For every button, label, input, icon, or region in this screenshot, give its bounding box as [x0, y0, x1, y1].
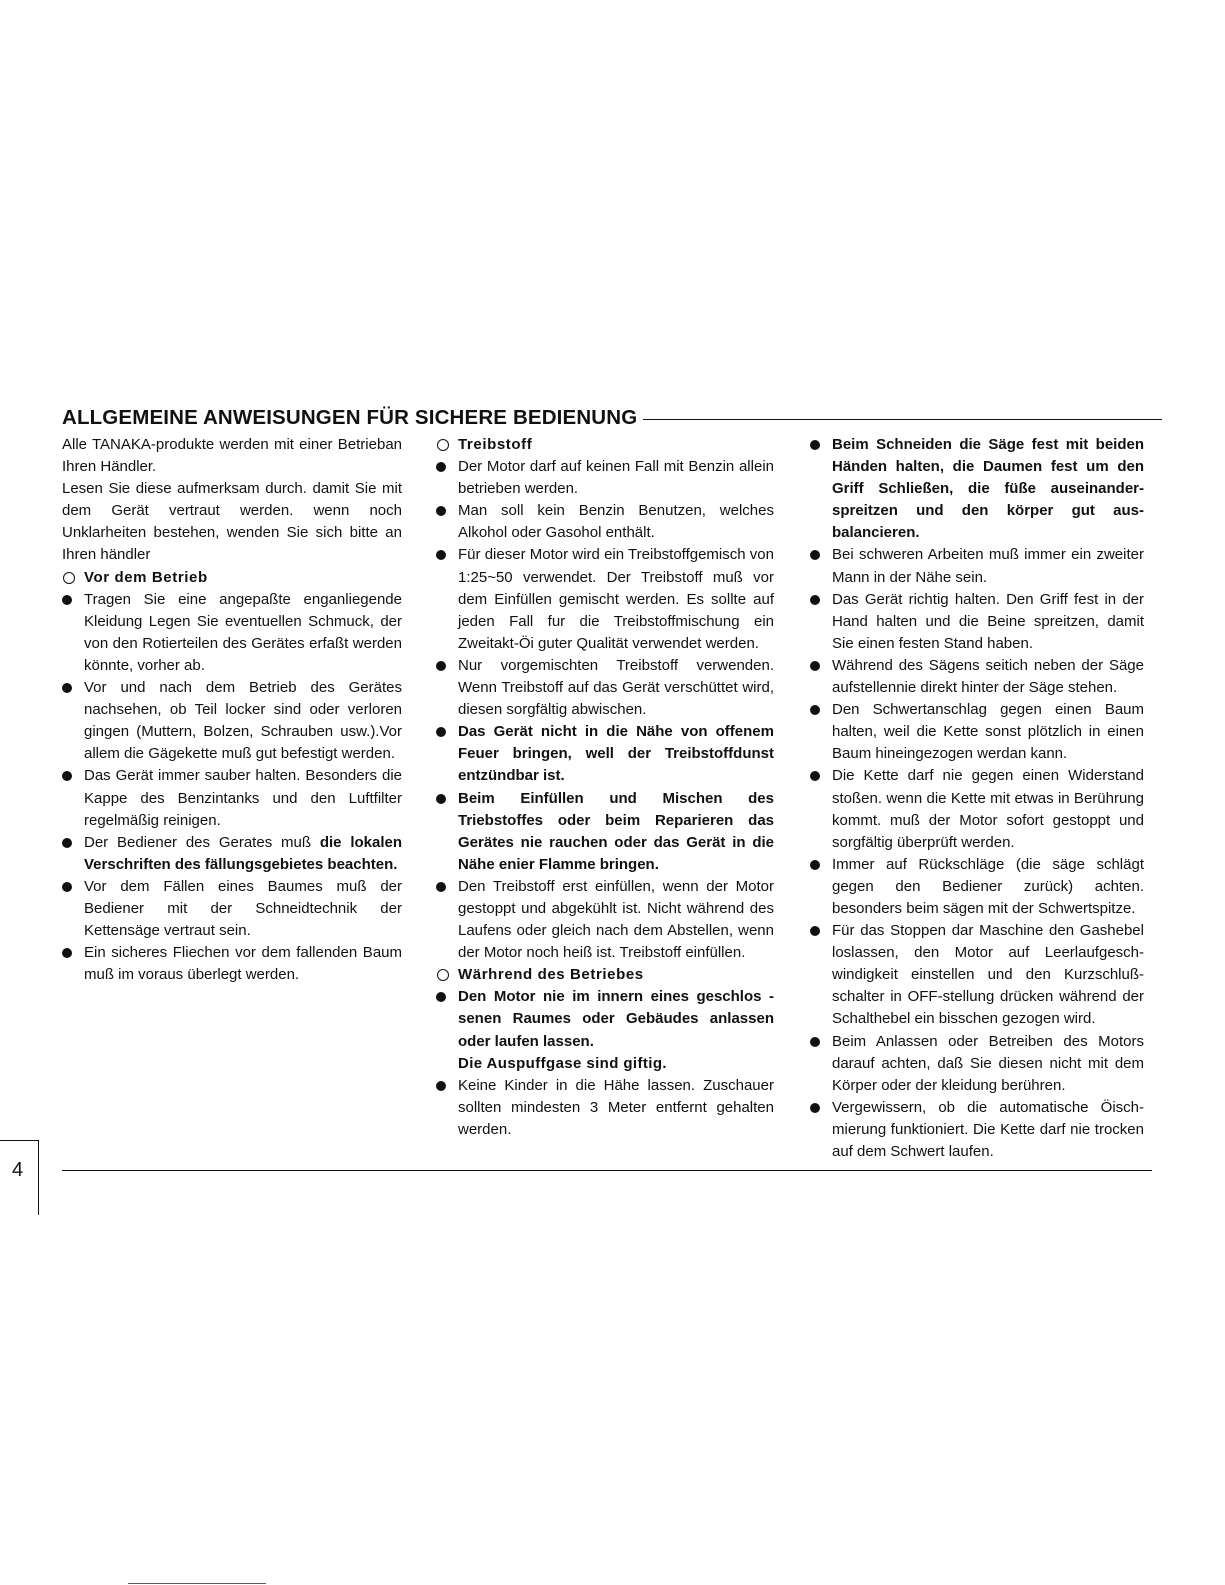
- column-2: [436, 434, 774, 1141]
- list-item: [810, 920, 1144, 1030]
- list-item-text: Vor dem Fällen eines Baumes muß der Bediener mit der Schneidtechnik der Kettensäge vertraut sein.: [84, 877, 402, 940]
- list-item: [62, 832, 402, 876]
- list-item: [810, 854, 1144, 920]
- section-heading-fuel: [436, 434, 774, 456]
- scan-artifact-line: [128, 1583, 266, 1584]
- section-title: Vor dem Betrieb: [84, 568, 208, 586]
- list-item-text: Immer auf Rückschläge (die säge schlägt gegen den Bediener zurück) achten. besonders beim sägen mit der Schwertspitze.: [832, 855, 1144, 917]
- list-item: [810, 1097, 1144, 1163]
- list-item-text: Für dieser Motor wird ein Treibstoffgemisch von 1:25~50 verwendet. Der Treibstoff muß vor dem Einfüllen gemischt werden. Es sollte auf jeden Fall fur die Treibstoffmischung ein Zweitakt-Öi guter Qualität verwendet werden.: [458, 546, 774, 652]
- page-number-tick: [0, 1140, 38, 1141]
- section-title: Treibstoff: [458, 436, 533, 453]
- heading-row: [62, 404, 1162, 432]
- bullet-icon: [436, 506, 446, 516]
- list-item-text: Keine Kinder in die Hähe lassen. Zuschauer sollten mindesten 3 Meter entfernt gehalten werden.: [458, 1076, 774, 1138]
- list-item-text: Beim Schneiden die Säge fest mit beiden Händen halten, die Daumen fest um den Griff Schließen, die füße auseinander-spreitzen und den körper gut aus-balancieren.: [832, 436, 1144, 542]
- bullet-icon: [810, 595, 820, 605]
- list-item-text: Tragen Sie eine angepaßte enganliegende Kleidung Legen Sie eventuellen Schmuck, der von den Rotierteilen des Gerätes erfaßt werden könnte, vorher ab.: [84, 590, 402, 674]
- list-item-text: Beim Einfüllen und Mischen des Triebstoffes oder beim Reparieren das Gerätes nie rauchen oder das Gerät in die Nähe enier Flamme bringen.: [458, 789, 774, 873]
- bullet-icon: [810, 1037, 820, 1047]
- list-item-text: Für das Stoppen dar Maschine den Gashebel loslassen, den Motor auf Leerlaufgesch-windigkeit einstellen und den Kurzschluß-schalter in OFF-stellung drücken während der Schalthebel ein bisschen gezogen wird.: [832, 922, 1144, 1028]
- list-item-text: Vergewissern, ob die automatische Öisch-mierung funktioniert. Die Kette darf nie trocken auf dem Schwert laufen.: [832, 1098, 1144, 1160]
- page-number-divider: [38, 1140, 39, 1215]
- column-1: [62, 434, 402, 986]
- list-item: [436, 456, 774, 500]
- list-item-text: Vor und nach dem Betrieb des Gerätes nachsehen, ob Teil locker sind oder verloren gingen (Muttern, Bolzen, Schrauben usw.).Vor allem die Gägekette muß gut befestigt werden.: [84, 679, 402, 763]
- list-item: [810, 699, 1144, 765]
- list-item: [62, 942, 402, 986]
- bullet-icon: [62, 838, 72, 848]
- bullet-icon: [62, 595, 72, 605]
- list-item-text: Während des Sägens seitich neben der Säge aufstellennie direkt hinter der Säge stehen.: [832, 656, 1144, 697]
- list-item-warning: [810, 434, 1144, 544]
- footer-rule: [62, 1170, 1152, 1171]
- list-item-warning: [436, 788, 774, 876]
- bullet-icon: [810, 440, 820, 450]
- list-item: [62, 589, 402, 677]
- column-3: [810, 434, 1144, 1163]
- list-item-text: Der Motor darf auf keinen Fall mit Benzin allein betrieben werden.: [458, 458, 774, 498]
- list-item-text: Nur vorgemischten Treibstoff verwenden. Wenn Treibstoff auf das Gerät verschüttet wird, diesen sorgfältig abwischen.: [458, 656, 774, 719]
- list-item: [810, 589, 1144, 655]
- list-item-text: Der Bediener des Gerates muß: [84, 833, 320, 851]
- list-item-text: Die Kette darf nie gegen einen Widerstand stoßen. wenn die Kette mit etwas in Berührung kommt. muß der Motor sofort gestoppt und sorgfältig überprüft werden.: [832, 767, 1144, 851]
- list-item-emphasis: die lokalen Verschriften des fällungsgebietes beachten.: [84, 833, 403, 873]
- list-item: [436, 500, 774, 544]
- bullet-icon: [62, 683, 72, 693]
- list-item-text: Den Treibstoff erst einfüllen, wenn der Motor gestoppt und abgekühlt ist. Nicht während des Laufens oder gleich nach dem Abstellen, wenn der Motor noch heiß ist. Treibstoff einfüllen.: [458, 877, 774, 962]
- bullet-icon: [810, 661, 820, 671]
- intro-paragraph: Lesen Sie diese aufmerksam durch. damit Sie mit dem Gerät vertraut werden. wenn noch Unklarheiten bestehen, wenden Sie sich bitte an Ihren händler: [62, 480, 402, 564]
- list-item-text: Den Motor nie im innern eines geschlos -senen Raumes oder Gebäudes anlassen oder laufen lassen.: [458, 988, 774, 1050]
- section-heading-during-operation: [436, 964, 774, 986]
- list-item: [62, 876, 402, 942]
- bullet-icon: [62, 771, 72, 781]
- list-item: [62, 765, 402, 831]
- circle-marker-icon: [437, 439, 449, 451]
- list-item: [436, 544, 774, 654]
- list-item-text: Das Gerät immer sauber halten. Besonders die Kappe des Benzintanks und den Luftfilter regelmäßig reinigen.: [84, 767, 402, 829]
- page-number: 4: [12, 1159, 24, 1181]
- heading-rule: [643, 419, 1162, 420]
- bullet-icon: [436, 727, 446, 737]
- intro-paragraph: Alle TANAKA-produkte werden mit einer Betrieban Ihren Händler.: [62, 436, 402, 476]
- list-item-text: Ein sicheres Fliechen vor dem fallenden Baum muß im voraus überlegt werden.: [84, 944, 402, 984]
- list-item-text: Das Gerät nicht in die Nähe von offenem Feuer bringen, well der Treibstoffdunst entzündbar ist.: [458, 723, 774, 785]
- list-item-text: Bei schweren Arbeiten muß immer ein zweiter Mann in der Nähe sein.: [832, 546, 1144, 586]
- bullet-icon: [436, 992, 446, 1002]
- bullet-icon: [810, 771, 820, 781]
- bullet-icon: [810, 860, 820, 870]
- bullet-icon: [436, 550, 446, 560]
- list-item-text: Beim Anlassen oder Betreiben des Motors darauf achten, daß Sie diesen nicht mit dem Körper oder der kleidung berühren.: [832, 1032, 1144, 1094]
- list-item-text: Man soll kein Benzin Benutzen, welches Alkohol oder Gasohol enthält.: [458, 502, 774, 542]
- list-item: [62, 677, 402, 765]
- circle-marker-icon: [437, 969, 449, 981]
- bullet-icon: [436, 794, 446, 804]
- bullet-icon: [436, 462, 446, 472]
- list-item-warning: [436, 986, 774, 1074]
- bullet-icon: [810, 926, 820, 936]
- list-item-warning: [436, 721, 774, 787]
- list-item-text: Das Gerät richtig halten. Den Griff fest in der Hand halten und die Beine spreitzen, damit Sie einen festen Stand haben.: [832, 590, 1144, 652]
- list-item: [810, 655, 1144, 699]
- bullet-icon: [436, 1081, 446, 1091]
- list-item: [810, 1031, 1144, 1097]
- bullet-icon: [436, 882, 446, 892]
- warning-note: Die Auspuffgase sind giftig.: [458, 1054, 667, 1072]
- page-heading: ALLGEMEINE ANWEISUNGEN FÜR SICHERE BEDIENUNG: [62, 406, 638, 429]
- bullet-icon: [62, 882, 72, 892]
- bullet-icon: [62, 948, 72, 958]
- list-item: [810, 765, 1144, 853]
- bullet-icon: [810, 705, 820, 715]
- list-item: [436, 655, 774, 721]
- bullet-icon: [810, 550, 820, 560]
- circle-marker-icon: [63, 572, 75, 584]
- bullet-icon: [810, 1103, 820, 1113]
- list-item: [436, 1075, 774, 1141]
- list-item: [436, 876, 774, 964]
- section-title: Wärhrend des Betriebes: [458, 966, 644, 984]
- list-item-text: Den Schwertanschlag gegen einen Baum halten, weil die Kette sonst plötzlich in einen Baum hineingezogen werdan kann.: [832, 701, 1144, 763]
- list-item: [810, 544, 1144, 588]
- section-heading-before-operation: [62, 567, 402, 589]
- bullet-icon: [436, 661, 446, 671]
